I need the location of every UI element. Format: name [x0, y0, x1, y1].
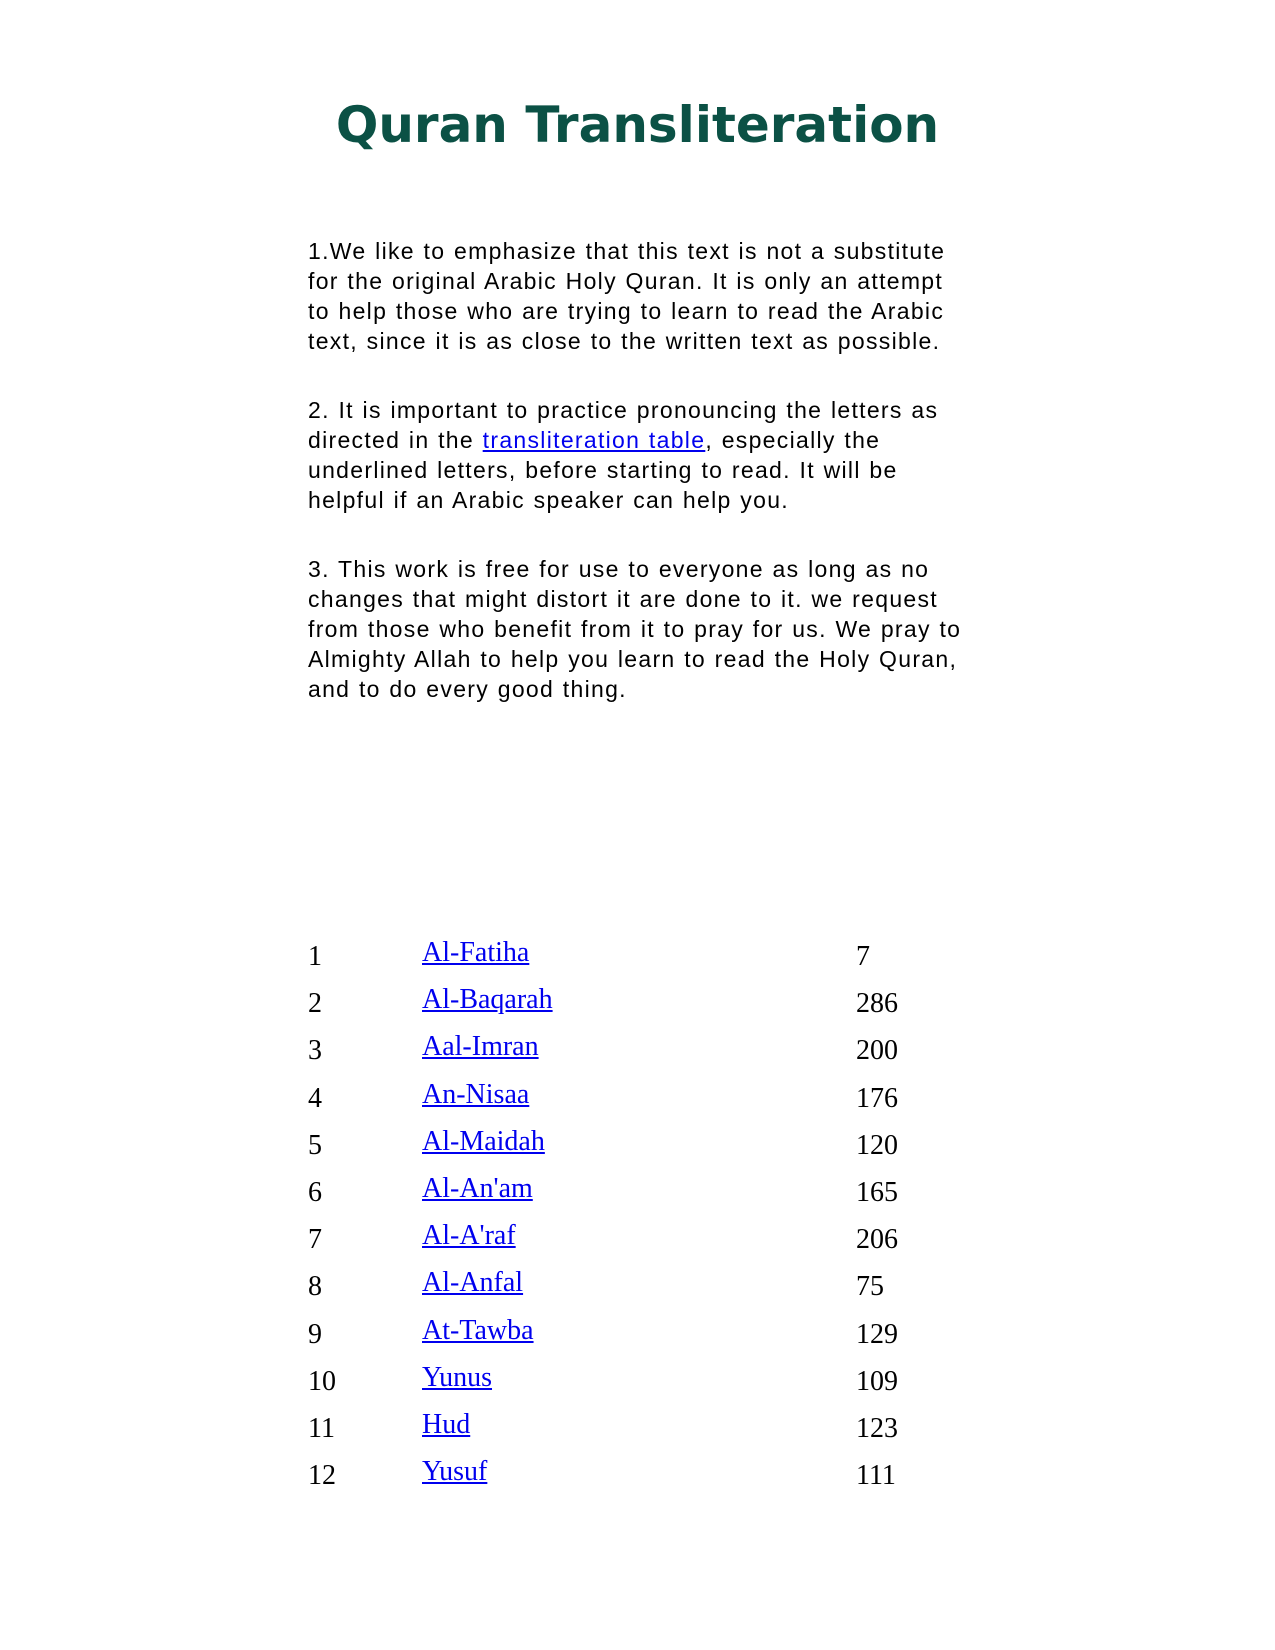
- surah-number: 12: [308, 1460, 336, 1492]
- surah-row: [308, 1220, 968, 1270]
- surah-link[interactable]: Yusuf: [422, 1456, 488, 1488]
- surah-link[interactable]: Al-Baqarah: [422, 984, 553, 1016]
- surah-row: [308, 1031, 968, 1081]
- surah-row: [308, 1361, 968, 1412]
- intro-section: [308, 236, 968, 743]
- intro-paragraph-1: 1.We like to emphasize that this text is not a substitute for the original Arabic Holy Quran. It is only an attempt to help those who are trying to learn to read the Arabic text, since it is as close to the written text as possible.: [308, 238, 946, 354]
- surah-number: 10: [308, 1365, 336, 1397]
- intro-paragraph-2: [308, 395, 968, 515]
- surah-verse-count: 200: [856, 1035, 898, 1067]
- surah-row: [308, 937, 968, 987]
- surah-verse-count: 111: [856, 1460, 896, 1492]
- surah-verse-count: 120: [856, 1129, 898, 1161]
- surah-row: [308, 1408, 968, 1459]
- surah-link[interactable]: Hud: [422, 1408, 471, 1440]
- surah-row: [308, 1456, 968, 1506]
- surah-row: [308, 1125, 968, 1176]
- surah-number: 2: [308, 988, 322, 1020]
- intro-paragraph-2-text-end: , especially the underlined letters, before starting to read. It will be helpful if an Arabic speaker can help you.: [308, 427, 898, 513]
- surah-link[interactable]: Al-Anfal: [422, 1267, 524, 1299]
- surah-verse-count: 7: [856, 941, 870, 972]
- surah-verse-count: 206: [856, 1224, 898, 1256]
- surah-verse-count: 165: [856, 1176, 898, 1208]
- surah-number: 5: [308, 1129, 322, 1161]
- surah-link[interactable]: Al-Fatiha: [422, 937, 530, 968]
- surah-number: 9: [308, 1318, 322, 1350]
- surah-verse-count: 109: [856, 1365, 898, 1397]
- surah-link[interactable]: Al-An'am: [422, 1172, 533, 1204]
- surah-number: 11: [308, 1412, 335, 1444]
- surah-verse-count: 75: [856, 1271, 884, 1303]
- surah-number: 8: [308, 1271, 322, 1303]
- surah-number: 7: [308, 1224, 322, 1256]
- surah-number: 3: [308, 1035, 322, 1067]
- surah-verse-count: 176: [856, 1082, 898, 1114]
- surah-link[interactable]: Aal-Imran: [422, 1031, 539, 1063]
- surah-number: 6: [308, 1176, 322, 1208]
- surah-row: [308, 984, 968, 1034]
- surah-verse-count: 123: [856, 1412, 898, 1444]
- surah-link[interactable]: Yunus: [422, 1361, 493, 1393]
- surah-list: [308, 937, 968, 1506]
- surah-link[interactable]: Al-A'raf: [422, 1220, 516, 1252]
- intro-paragraph-3: 3. This work is free for use to everyone as long as no changes that might distort it are done to it. we request from those who benefit from it to pray for us. We pray to Almighty Allah to help you learn to read the Holy Quran, and to do every good thing.: [308, 556, 962, 702]
- surah-link[interactable]: Al-Maidah: [422, 1125, 545, 1157]
- transliteration-table-link[interactable]: transliteration table: [482, 427, 706, 453]
- intro-paragraph-2-text-start: 2. It is important to practice pronouncing the letters as directed in the: [308, 397, 939, 453]
- surah-link[interactable]: At-Tawba: [422, 1314, 534, 1346]
- surah-row: [308, 1172, 968, 1223]
- page-title: Quran Transliteration: [335, 96, 940, 154]
- surah-verse-count: 286: [856, 988, 898, 1020]
- surah-row: [308, 1078, 968, 1129]
- surah-verse-count: 129: [856, 1318, 898, 1350]
- surah-number: 1: [308, 941, 322, 972]
- surah-number: 4: [308, 1082, 322, 1114]
- surah-row: [308, 1314, 968, 1365]
- surah-row: [308, 1267, 968, 1317]
- surah-link[interactable]: An-Nisaa: [422, 1078, 530, 1110]
